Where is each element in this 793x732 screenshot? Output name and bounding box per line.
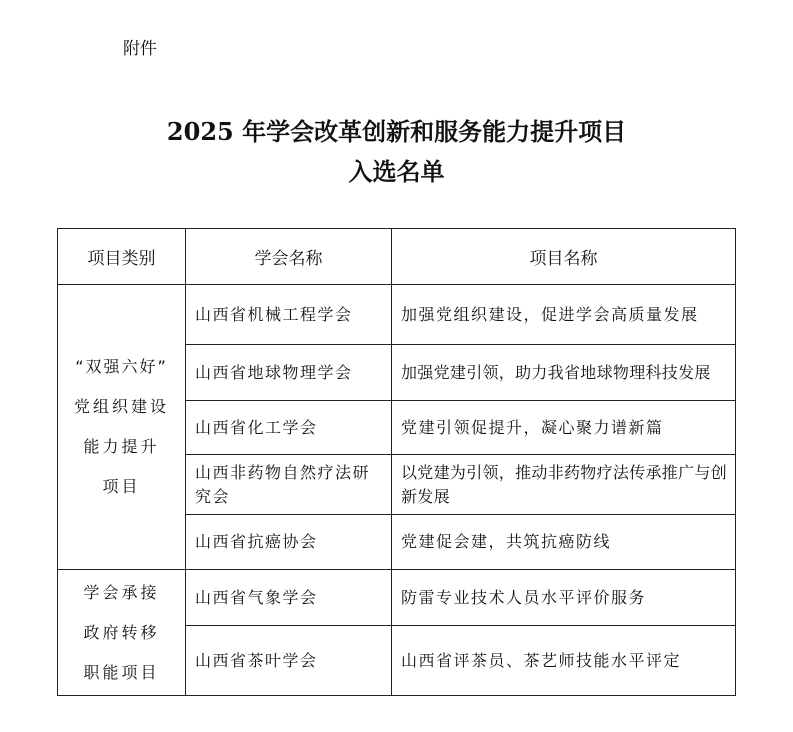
header-society: 学会名称 — [186, 229, 392, 285]
selection-table — [57, 228, 736, 696]
category-cell-party-building — [58, 285, 186, 570]
society-name: 山西省地球物理学会 — [186, 345, 392, 401]
project-name: 加强党建引领，助力我省地球物理科技发展 — [392, 345, 736, 401]
category-line: 党组织建设 — [73, 397, 169, 416]
society-name: 山西省抗癌协会 — [186, 515, 392, 570]
society-name: 山西非药物自然疗法研究会 — [186, 455, 392, 515]
table-row — [58, 570, 736, 626]
category-line: 能力提升 — [83, 437, 160, 456]
header-project: 项目名称 — [392, 229, 736, 285]
document-title-line-1: 2025 年学会改革创新和服务能力提升项目 — [166, 117, 627, 146]
society-name: 山西省茶叶学会 — [186, 626, 392, 696]
society-name: 山西省机械工程学会 — [186, 285, 392, 345]
project-name: 山西省评茶员、茶艺师技能水平评定 — [392, 626, 736, 696]
attachment-label: 附件 — [123, 39, 157, 59]
society-name: 山西省化工学会 — [186, 401, 392, 455]
table-header-row — [58, 229, 736, 285]
header-category: 项目类别 — [58, 229, 186, 285]
project-name: 以党建为引领，推动非药物疗法传承推广与创新发展 — [392, 455, 736, 515]
category-line: 项目 — [102, 477, 141, 496]
category-line: “双强六好” — [75, 357, 168, 376]
project-name: 党建引领促提升，凝心聚力谱新篇 — [392, 401, 736, 455]
category-line: 职能项目 — [83, 662, 160, 682]
table-row — [58, 285, 736, 345]
project-name: 党建促会建，共筑抗癌防线 — [392, 515, 736, 570]
document-title-line-2: 入选名单 — [348, 157, 445, 186]
category-cell-government-functions — [58, 570, 186, 696]
category-line: 政府转移 — [83, 622, 160, 642]
project-name: 防雷专业技术人员水平评价服务 — [392, 570, 736, 626]
society-name: 山西省气象学会 — [186, 570, 392, 626]
project-name: 加强党组织建设，促进学会高质量发展 — [392, 285, 736, 345]
category-line: 学会承接 — [83, 582, 160, 602]
